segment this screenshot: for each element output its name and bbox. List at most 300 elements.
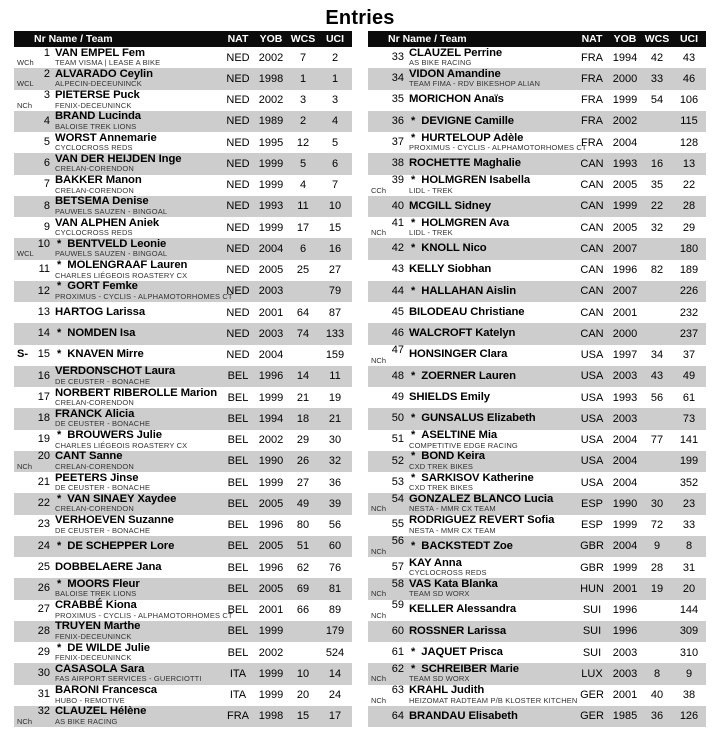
entry-row xyxy=(368,515,706,536)
entry-row xyxy=(14,493,352,514)
uci-value: 232 xyxy=(679,306,699,319)
table-body xyxy=(14,47,352,727)
entry-row xyxy=(368,366,706,387)
nat-value: FRA xyxy=(581,136,603,149)
start-number: 52 xyxy=(391,454,404,467)
start-number: 59 xyxy=(391,599,404,612)
col-header-wcs: WCS xyxy=(644,33,670,45)
name-block xyxy=(55,218,159,238)
rider-cell xyxy=(14,366,222,386)
nat-value: USA xyxy=(580,391,604,404)
nat-value: ITA xyxy=(229,689,247,702)
start-number: 13 xyxy=(37,305,50,318)
nat-value: BEL xyxy=(227,412,249,425)
name-block xyxy=(409,664,519,684)
entries-table-right xyxy=(368,31,706,727)
nat-value: ESP xyxy=(580,519,603,532)
nat-value: BEL xyxy=(227,646,249,659)
nat-value: NED xyxy=(226,285,250,298)
name-block xyxy=(55,366,175,386)
rider-cell xyxy=(14,706,222,726)
uci-value: 199 xyxy=(679,455,699,468)
wcs-value: 1 xyxy=(299,72,307,85)
uci-value: 13 xyxy=(682,157,696,170)
team-name: TEAM SD WORX xyxy=(409,674,470,684)
name-line xyxy=(409,328,515,340)
rider-name: HOLMGREN Isabella xyxy=(421,174,531,187)
start-number: 16 xyxy=(37,369,50,382)
uci-value: 128 xyxy=(679,136,699,149)
rider-name: CLAUZEL Hélène xyxy=(55,705,147,718)
champion-prefix: NCh xyxy=(371,589,387,599)
entry-row xyxy=(14,430,352,451)
yob-value: 2004 xyxy=(612,540,638,553)
wcs-value: 69 xyxy=(296,582,310,595)
name-block xyxy=(409,218,509,238)
rider-name: VAN DER HEIJDEN Inge xyxy=(55,152,182,165)
rider-name: VERDONSCHOT Laura xyxy=(55,365,176,378)
start-number: 23 xyxy=(37,518,50,531)
uci-value: 27 xyxy=(328,264,342,277)
start-number: 44 xyxy=(391,284,404,297)
nat-value: FRA xyxy=(227,710,249,723)
start-number: 17 xyxy=(37,390,50,403)
number-block xyxy=(371,307,404,319)
young-rider-star: * xyxy=(57,429,62,442)
rider-name: BARONI Francesca xyxy=(55,684,157,697)
number-block xyxy=(371,286,404,298)
wcs-value: 7 xyxy=(299,51,307,64)
entry-row xyxy=(14,217,352,238)
number-block xyxy=(371,73,404,85)
yob-value: 1993 xyxy=(612,157,638,170)
yob-value: 1996 xyxy=(258,370,284,383)
name-line xyxy=(409,243,487,255)
uci-value: 15 xyxy=(328,221,342,234)
rider-name: HOLMGREN Ava xyxy=(421,216,509,229)
name-block xyxy=(55,685,157,705)
yob-value: 1999 xyxy=(612,200,638,213)
team-name: LIDL - TREK xyxy=(409,228,453,238)
yob-value: 1996 xyxy=(612,625,638,638)
wcs-value: 10 xyxy=(296,667,310,680)
number-block xyxy=(17,647,50,659)
team-name: CHARLES LIÉGEOIS ROASTERY CX xyxy=(55,270,188,280)
nat-value: GBR xyxy=(580,561,604,574)
name-block xyxy=(409,328,515,340)
rider-name: MOLENGRAAF Lauren xyxy=(67,259,188,272)
yob-value: 1999 xyxy=(258,625,284,638)
number-block xyxy=(371,711,404,723)
wcs-value: 54 xyxy=(650,94,664,107)
name-line xyxy=(409,371,516,383)
yob-value: 1985 xyxy=(612,710,638,723)
name-line xyxy=(55,260,187,272)
uci-value: 21 xyxy=(328,412,342,425)
rider-cell xyxy=(14,562,222,574)
name-block xyxy=(55,430,187,450)
entry-row xyxy=(368,578,706,599)
entry-row xyxy=(368,153,706,174)
name-line xyxy=(409,392,490,404)
name-block xyxy=(55,599,233,620)
start-number: 9 xyxy=(43,220,50,233)
start-number: S- 15 xyxy=(17,348,50,361)
rider-cell xyxy=(368,243,576,255)
start-number: 46 xyxy=(391,327,404,340)
number-block xyxy=(371,626,404,638)
nat-value: FRA xyxy=(581,94,603,107)
name-block xyxy=(55,643,150,663)
number-block xyxy=(371,116,404,128)
yob-value: 2000 xyxy=(612,72,638,85)
uci-value: 179 xyxy=(325,625,345,638)
rider-cell xyxy=(368,536,576,556)
name-block xyxy=(409,116,514,128)
name-line xyxy=(409,158,521,170)
team-name: PROXIMUS - CYCLIS - ALPHAMOTORHOMES CT xyxy=(409,143,587,153)
name-block xyxy=(409,413,536,425)
wcs-value: 6 xyxy=(299,242,307,255)
yob-value: 2001 xyxy=(258,306,284,319)
name-block xyxy=(409,626,506,638)
team-name: PAUWELS SAUZEN - BINGOAL xyxy=(55,249,168,259)
nat-value: ITA xyxy=(229,667,247,680)
rider-name: HURTELOUP Adèle xyxy=(421,131,524,144)
rider-cell xyxy=(368,218,576,238)
rider-cell xyxy=(14,260,222,280)
rider-name: DE WILDE Julie xyxy=(67,641,150,654)
team-name: FENIX-DECEUNINCK xyxy=(55,631,132,641)
entry-row xyxy=(14,153,352,174)
start-number: 47 xyxy=(391,344,404,357)
start-number: 4 xyxy=(43,114,50,127)
number-block xyxy=(17,413,50,425)
uci-value: 20 xyxy=(682,582,696,595)
entry-row xyxy=(14,281,352,302)
name-block xyxy=(55,239,167,259)
rider-name: KELLY Siobhan xyxy=(409,263,492,276)
yob-value: 1996 xyxy=(258,519,284,532)
nat-value: CAN xyxy=(580,306,604,319)
rider-name: MORICHON Anaïs xyxy=(409,93,504,106)
col-header-nr-name-team: Nr Name / Team xyxy=(388,33,467,45)
start-number: 2 xyxy=(43,67,50,80)
team-name: CRELAN-CORENDON xyxy=(55,461,134,471)
start-number: 37 xyxy=(391,135,404,148)
start-number: 41 xyxy=(391,216,404,229)
name-line xyxy=(55,328,135,340)
entry-row xyxy=(14,302,352,323)
team-name: NESTA - MMR CX TEAM xyxy=(409,525,496,535)
yob-value: 2004 xyxy=(612,476,638,489)
champion-prefix: NCh xyxy=(17,461,33,471)
number-block xyxy=(371,137,404,149)
nat-value: SUI xyxy=(582,604,602,617)
number-block xyxy=(17,349,50,361)
start-number: 6 xyxy=(43,157,50,170)
young-rider-star: * xyxy=(411,131,416,144)
nat-value: NED xyxy=(226,306,250,319)
rider-name: HONSINGER Clara xyxy=(409,348,508,361)
start-number: 35 xyxy=(391,93,404,106)
rider-cell xyxy=(14,280,233,301)
wcs-value: 49 xyxy=(296,497,310,510)
uci-value: 28 xyxy=(682,200,696,213)
rider-name: WALCROFT Katelyn xyxy=(409,327,516,340)
wcs-value: 28 xyxy=(650,561,664,574)
name-block xyxy=(55,175,142,195)
uci-value: 141 xyxy=(679,434,699,447)
name-line xyxy=(409,430,518,442)
number-block xyxy=(17,90,50,110)
team-name: LIDL - TREK xyxy=(409,185,453,195)
wcs-value: 2 xyxy=(299,115,307,128)
nat-value: ESP xyxy=(580,497,603,510)
number-block xyxy=(371,685,404,705)
substitute-prefix: S- xyxy=(17,348,28,361)
entry-row xyxy=(14,600,352,621)
yob-value: 2003 xyxy=(612,412,638,425)
entries-table-left xyxy=(14,31,352,727)
nat-value: BEL xyxy=(227,561,249,574)
uci-value: 73 xyxy=(682,412,696,425)
young-rider-star: * xyxy=(57,348,62,361)
nat-value: NED xyxy=(226,349,250,362)
yob-value: 1996 xyxy=(612,264,638,277)
wcs-value: 32 xyxy=(650,221,664,234)
rider-name: GUNSALUS Elizabeth xyxy=(421,412,536,425)
start-number: 31 xyxy=(37,688,50,701)
rider-name: VAN ALPHEN Aniek xyxy=(55,216,160,229)
yob-value: 2002 xyxy=(258,94,284,107)
team-name: AS BIKE RACING xyxy=(55,716,118,726)
wcs-value: 4 xyxy=(299,179,307,192)
yob-value: 2000 xyxy=(612,327,638,340)
nat-value: BEL xyxy=(227,476,249,489)
uci-value: 32 xyxy=(328,455,342,468)
name-line xyxy=(409,604,516,616)
yob-value: 1999 xyxy=(258,689,284,702)
wcs-value: 74 xyxy=(296,327,310,340)
name-line xyxy=(409,626,506,638)
rider-name: BILODEAU Christiane xyxy=(409,305,525,318)
uci-value: 7 xyxy=(331,179,339,192)
col-header-nat: NAT xyxy=(581,33,603,45)
rider-name: BOND Keira xyxy=(421,450,485,463)
yob-value: 2001 xyxy=(258,604,284,617)
uci-value: 189 xyxy=(679,264,699,277)
yob-value: 1996 xyxy=(258,561,284,574)
uci-value: 309 xyxy=(679,625,699,638)
rider-name: VERHOEVEN Suzanne xyxy=(55,514,174,527)
uci-value: 60 xyxy=(328,540,342,553)
team-name: CRELAN-CORENDON xyxy=(55,185,134,195)
name-block xyxy=(409,558,487,578)
team-name: FENIX-DECEUNINCK xyxy=(55,653,132,663)
rider-cell xyxy=(14,196,222,216)
col-header-yob: YOB xyxy=(259,33,283,45)
start-number: 10 xyxy=(37,237,50,250)
team-name: DE CEUSTER - BONACHE xyxy=(55,525,151,535)
yob-value: 1998 xyxy=(258,710,284,723)
young-rider-star: * xyxy=(411,284,416,297)
name-line xyxy=(55,541,174,553)
name-line xyxy=(55,430,187,442)
name-block xyxy=(409,286,516,298)
team-name: CHARLES LIÉGEOIS ROASTERY CX xyxy=(55,440,188,450)
yob-value: 2003 xyxy=(612,646,638,659)
entry-row xyxy=(14,387,352,408)
number-block xyxy=(17,179,50,191)
start-number: 64 xyxy=(391,709,404,722)
young-rider-star: * xyxy=(57,237,62,250)
young-rider-star: * xyxy=(411,645,416,658)
team-name: FENIX-DECEUNINCK xyxy=(55,100,132,110)
uci-value: 144 xyxy=(679,604,699,617)
uci-value: 16 xyxy=(328,242,342,255)
nat-value: NED xyxy=(226,200,250,213)
table-header xyxy=(368,31,706,47)
rider-name: SHIELDS Emily xyxy=(409,390,490,403)
team-name: BALOISE TREK LIONS xyxy=(55,589,137,599)
rider-name: VIDON Amandine xyxy=(409,67,501,80)
number-block xyxy=(371,519,404,531)
number-block xyxy=(371,158,404,170)
uci-value: 126 xyxy=(679,710,699,723)
number-block xyxy=(17,137,50,149)
yob-value: 1990 xyxy=(612,497,638,510)
rider-name: CASASOLA Sara xyxy=(55,662,145,675)
rider-name: KELLER Alessandra xyxy=(409,603,517,616)
nat-value: LUX xyxy=(581,667,603,680)
yob-value: 2001 xyxy=(612,582,638,595)
rider-name: ROSSNER Larissa xyxy=(409,624,507,637)
rider-cell xyxy=(368,494,576,514)
young-rider-star: * xyxy=(57,327,62,340)
number-block xyxy=(17,239,50,259)
rider-cell xyxy=(368,345,576,365)
name-line xyxy=(409,515,554,527)
name-block xyxy=(55,664,202,684)
uci-value: 1 xyxy=(331,72,339,85)
name-block xyxy=(409,69,540,89)
rider-cell xyxy=(368,600,576,620)
uci-value: 23 xyxy=(682,497,696,510)
name-block xyxy=(55,706,146,726)
rider-cell xyxy=(14,218,222,238)
rider-name: RODRIGUEZ REVERT Sofia xyxy=(409,514,555,527)
yob-value: 1999 xyxy=(612,561,638,574)
young-rider-star: * xyxy=(57,539,62,552)
rider-name: VAN SINAEY Xaydee xyxy=(67,492,177,505)
yob-value: 1990 xyxy=(258,455,284,468)
yob-value: 2003 xyxy=(258,327,284,340)
team-name: HUBO - REMOTIVE xyxy=(55,695,125,705)
team-name: CYCLOCROSS REDS xyxy=(55,228,133,238)
rider-cell xyxy=(368,664,576,684)
name-block xyxy=(409,604,516,616)
uci-value: 89 xyxy=(328,604,342,617)
team-name: TEAM SD WORX xyxy=(409,589,470,599)
rider-cell xyxy=(14,90,222,110)
name-block xyxy=(55,280,233,301)
wcs-value: 3 xyxy=(299,94,307,107)
page-title: Entries xyxy=(325,7,395,29)
entry-row xyxy=(14,196,352,217)
start-number: 7 xyxy=(43,178,50,191)
young-rider-star: * xyxy=(411,242,416,255)
number-block xyxy=(17,392,50,404)
start-number: 54 xyxy=(391,492,404,505)
champion-prefix: WCh xyxy=(17,58,34,68)
rider-cell xyxy=(14,494,222,514)
wcs-value: 51 xyxy=(296,540,310,553)
uci-value: 159 xyxy=(325,349,345,362)
entry-row xyxy=(14,663,352,684)
col-header-yob: YOB xyxy=(613,33,637,45)
nat-value: BEL xyxy=(227,604,249,617)
uci-value: 10 xyxy=(328,200,342,213)
yob-value: 2005 xyxy=(612,221,638,234)
entry-row xyxy=(14,536,352,557)
entry-row xyxy=(368,132,706,153)
start-number: 38 xyxy=(391,157,404,170)
name-line xyxy=(409,349,507,361)
rider-name: VAN EMPEL Fem xyxy=(55,46,145,59)
number-block xyxy=(17,434,50,446)
table-body xyxy=(368,47,706,727)
start-number: 62 xyxy=(391,662,404,675)
wcs-value: 36 xyxy=(650,710,664,723)
entry-row xyxy=(368,706,706,727)
name-block xyxy=(409,48,502,68)
wcs-value: 66 xyxy=(296,604,310,617)
name-block xyxy=(55,133,157,153)
rider-name: PEETERS Jinse xyxy=(55,471,139,484)
number-block xyxy=(17,451,50,471)
entry-row xyxy=(368,430,706,451)
nat-value: NED xyxy=(226,221,250,234)
yob-value: 1996 xyxy=(612,604,638,617)
entry-row xyxy=(368,90,706,111)
rider-cell xyxy=(368,515,576,535)
entry-row xyxy=(368,451,706,472)
wcs-value: 21 xyxy=(296,391,310,404)
rider-cell xyxy=(368,286,576,298)
name-block xyxy=(409,175,530,195)
champion-prefix: NCh xyxy=(371,610,387,620)
uci-value: 180 xyxy=(679,242,699,255)
name-block xyxy=(55,111,141,131)
entry-row xyxy=(14,260,352,281)
yob-value: 2005 xyxy=(258,497,284,510)
team-name: PROXIMUS - CYCLIS - ALPHAMOTORHOMES CT xyxy=(55,610,233,620)
col-header-uci: UCI xyxy=(325,33,345,45)
uci-value: 37 xyxy=(682,349,696,362)
name-line xyxy=(409,175,530,187)
number-block xyxy=(371,371,404,383)
young-rider-star: * xyxy=(57,577,62,590)
wcs-value: 26 xyxy=(296,455,310,468)
wcs-value: 43 xyxy=(650,370,664,383)
uci-value: 38 xyxy=(682,689,696,702)
wcs-value: 42 xyxy=(650,51,664,64)
rider-cell xyxy=(368,413,576,425)
wcs-value: 27 xyxy=(296,476,310,489)
rider-cell xyxy=(14,349,222,361)
rider-name: GORT Femke xyxy=(67,280,138,293)
